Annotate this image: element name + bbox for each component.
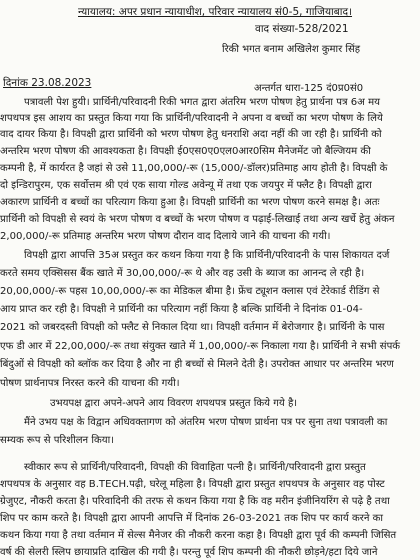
body-line: ग्रेजुएट, नौकरी करता है। परिवादिनी की तरफ से कथन किया गया है कि वह मरीन इंजीनियरिंग से पढ़े है तथा — [0, 496, 390, 507]
body-line: शिप पर काम करते है। विपक्षी द्वारा आपनी आपत्ति में दिनांक 26-03-2021 तक शिप पर कार्य करने का — [0, 513, 383, 524]
body-line: बिंदुओं से विपक्षी को ब्लॉक कर दिया है और ना ही बच्चों से मिलने देती है। उपरोक्त आधार पर अन्तरिम भरण — [0, 359, 394, 370]
body-line: 2021 को जबरदस्ती विपक्षी को फ्लैट से निकाल दिया था। विपक्षी वर्तमान में बेरोजगार है। प्रार्थिनी के पास — [0, 322, 385, 333]
body-line: मैंने उभय पक्ष के विद्वान अधिवक्तागण को अंतरिम भरण पोषण प्रार्थना पत्र पर सुना तथा पत्रावली का — [24, 417, 388, 428]
order-date: दिनांक 23.08.2023 — [3, 77, 92, 89]
court-title: न्यायालय: अपर प्रधान न्यायाधीश, परिवार न्यायालय सं0-5, गाजियाबाद। — [78, 6, 353, 18]
body-line: शपथपत्र के अनुसार वह B.TECH.पढ़ी, घरेलू महिला है। विपक्षी द्वारा प्रस्तुत शपथपत्र के अनुसार वह पोस्ट — [0, 479, 385, 490]
body-line: एफ डी आर में 22,00,000/-रू तथा संयुक्त खाते में 1,00,000/-रू निकाला गया है। प्रार्थिनी ने सभी संपर्क — [0, 341, 401, 352]
body-line: करते समय एक्सिसस बैंक खाते में 30,00,000/-रू थे और वह उसी के ब्याज का आनन्द ले रही है। — [0, 268, 365, 279]
body-line: सम्यक रूप से परिशीलन किया। — [0, 435, 115, 446]
case-number: वाद संख्या-528/2021 — [255, 23, 349, 35]
body-line: वर्ष की सेलरी स्लिप छायाप्रति दाखिल की गयी है। परन्तु पूर्व शिप कम्पनी की नौकरी छोड़ने/हटा दिये जाने — [0, 547, 378, 558]
body-line: शपथपत्र इस आशय का प्रस्तुत किया गया कि प्रार्थिनी/परिवादनी ने अपना व बच्चों का भरण पोषण के लिये — [0, 113, 383, 124]
body-line: कथन किया गया है तथा वर्तमान में सेल्स मैनेजर की नौकरी करना कहा है। विपक्षी द्वारा पूर्व की कम्पनी जिसित — [0, 530, 397, 541]
body-line: 20,00,000/-रू पहस 10,00,000/-रू का मेडिकल बीमा है। फ्रेंच ट्यूशन क्लास एवं टेरेकार्ड रीडिंग से — [0, 286, 380, 297]
body-line: दो इन्डिरापुरम, एक सर्वोत्तम श्री एवं एक साया गोल्ड अवेन्यू में तथा एक जयपुर में फ्लैट है। विपक्षी द्वारा — [0, 180, 372, 191]
body-line: विपक्षी द्वारा आपत्ति 35अ प्रस्तुत कर कथन किया गया है कि प्रार्थिनी/परिवादनी के पास शिकायत दर्ज — [24, 250, 390, 261]
body-line: स्वीकार रूप से प्रार्थिनी/परिवादनी, विपक्षी की विवाहिता पत्नी है। प्रार्थिनी/परिवादनी द्वारा प्रस्तुत — [24, 462, 366, 473]
body-line: उभयपक्ष द्वारा अपने-अपने आय विवरण शपथपत्र प्रस्तुत किये गये है। — [50, 398, 298, 409]
body-line: पोषण प्रार्थनापत्र निरस्त करने की याचना की गयी। — [0, 378, 180, 389]
body-line: 2,00,000/-रू प्रतिमाह अन्तरिम भरण पोषण दौरान वाद दिलाये जाने की याचना की गयी। — [0, 231, 331, 242]
body-line: आय प्राप्त कर रही है। विपक्षी ने प्रार्थिनी का परित्याग नहीं किया है बल्कि प्रार्थिनी ने दिनांक 01-04- — [0, 304, 363, 315]
body-line: कम्पनी है, में कार्यरत है जहां से उसे 11,00,000/-रू (15,000/-डॉलर)प्रतिमाह आय होती है। विपक्षी के — [0, 163, 388, 174]
body-line: अकारण प्रार्थिनी व बच्चों का परित्याग किया हुआ है। विपक्षी प्रार्थिनी का भरण पोषण करने समक्ष है। अतः — [0, 197, 380, 208]
legal-section: अन्तर्गत धारा-125 दं0प्र0सं0 — [254, 83, 364, 94]
body-line: अन्तरिम भरण पोषण की आवश्यकता है। विपक्षी ई0एस0ए0एल0आर0सिम मैनेजमेंट जो बैल्जियम की — [0, 146, 371, 157]
case-parties: रिकी भगत बनाम अखिलेश कुमार सिंह — [222, 44, 361, 55]
body-line: प्रार्थिनी को विपक्षी से स्वयं के भरण पोषण व बच्चों के भरण पोषण व पढ़ाई-लिखाई तथा अन्य खर्चे हेतु अंकन — [0, 214, 395, 225]
body-line: वाद दायर किया है। विपक्षी द्वारा प्रार्थिनी को भरण पोषण हेतु धनराशि अदा नहीं की जा रही है। प्रार्थिनी को — [0, 129, 382, 140]
body-line: पत्रावली पेश हुयी। प्रार्थिनी/परिवादनी रिकी भगत द्वारा अंतरिम भरण पोषण हेतु प्रार्थना पत्र 6अ मय — [24, 97, 380, 108]
